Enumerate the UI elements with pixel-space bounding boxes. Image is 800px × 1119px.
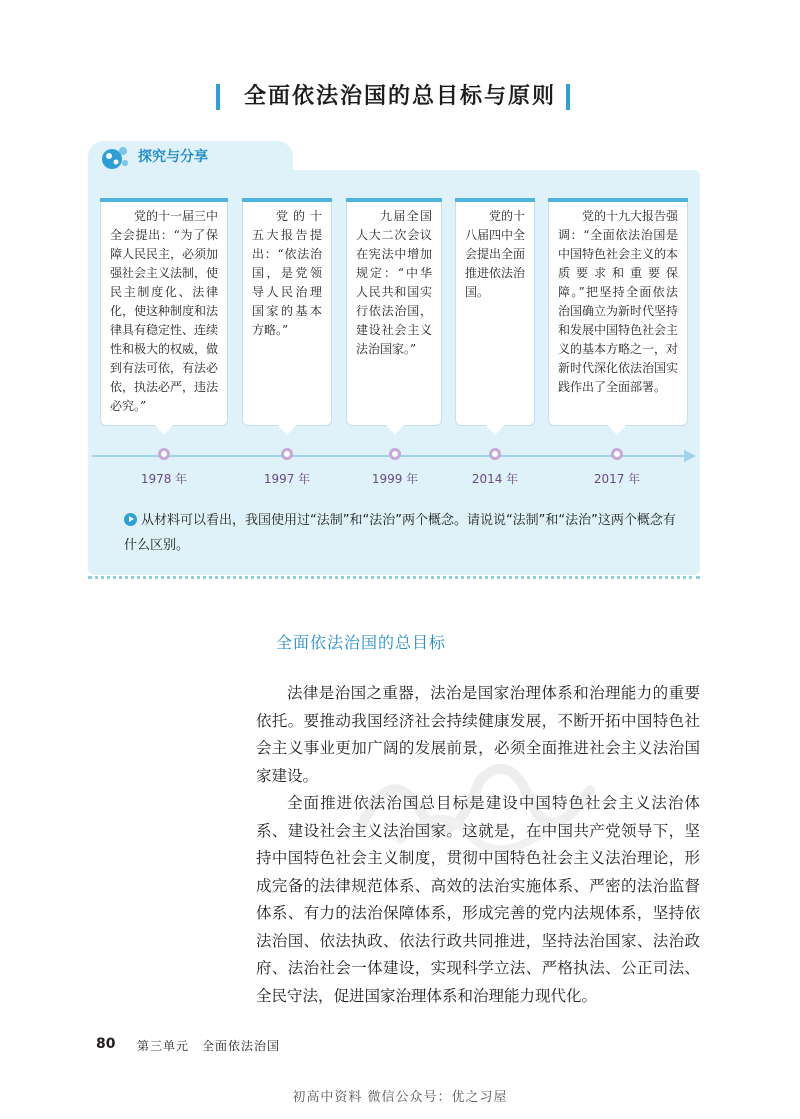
timeline-card-2017 xyxy=(548,200,688,426)
card-pointer xyxy=(386,425,404,435)
timeline-year: 2014 年 xyxy=(471,472,519,486)
timeline-year: 1997 年 xyxy=(263,472,311,486)
timeline-card-1997 xyxy=(242,200,332,426)
footer-note: 初高中资料 微信公众号：优之习屋 xyxy=(292,1090,508,1105)
card-text: 党的十五大报告提出：“依法治国，是党领导人民治理国家的基本方略。” xyxy=(252,209,322,337)
panel-dotted-border xyxy=(88,576,700,579)
section-title xyxy=(0,78,800,118)
question-text: 从材料可以看出，我国使用过“法制”和“法治”两个概念。请说说“法制”和“法治”这两个概念有什么区别。 xyxy=(124,513,676,553)
page-number: 80 xyxy=(96,1036,116,1052)
card-text: 党的十一届三中全会提出：“为了保障人民民主，必须加强社会主义法制，使民主制度化、法律化，使这种制度和法律具有稳定性、连续性和极大的权威，做到有法可依，有法必依，执法必严，违法必究。” xyxy=(110,209,219,413)
card-text: 党的十九大报告强调：“全面依法治国是中国特色社会主义的本质要求和重要保障。”把坚持全面依法治国确立为新时代坚持和发展中国特色社会主义的基本方略之一，对新时代深化依法治国实践作出了全面部署。 xyxy=(558,209,679,394)
timeline-card-1978 xyxy=(100,200,228,426)
timeline-year: 1999 年 xyxy=(371,472,419,486)
subsection-title: 全面依法治国的总目标 xyxy=(276,633,447,652)
timeline-node xyxy=(158,448,170,460)
timeline-node xyxy=(489,448,501,460)
explore-tab-label: 探究与分享 xyxy=(138,149,208,165)
timeline-line xyxy=(92,455,684,457)
section-title-text: 全面依法治国的总目标与原则 xyxy=(243,84,556,109)
running-head: 第三单元 全面依法治国 xyxy=(137,1039,281,1053)
explore-question xyxy=(124,508,680,558)
play-arrow-icon xyxy=(124,513,137,526)
card-text: 九届全国人大二次会议在宪法中增加规定：“中华人民共和国实行依法治国，建设社会主义法治国家。” xyxy=(356,209,432,356)
timeline-card-2014 xyxy=(455,200,535,426)
card-pointer xyxy=(486,425,504,435)
paragraph: 法律是治国之重器，法治是国家治理体系和治理能力的重要依托。要推动我国经济社会持续健康发展，不断开拓中国特色社会主义事业更加广阔的发展前景，必须全面推进社会主义法治国家建设。 xyxy=(256,684,700,785)
card-pointer xyxy=(278,425,296,435)
card-pointer xyxy=(155,425,173,435)
card-pointer xyxy=(608,425,626,435)
title-bar-right xyxy=(566,84,570,110)
timeline-year: 1978 年 xyxy=(140,472,188,486)
paragraph: 全面推进依法治国总目标是建设中国特色社会主义法治体系、建设社会主义法治国家。这就是，在中国共产党领导下，坚持中国特色社会主义制度，贯彻中国特色社会主义法治理论，形成完备的法律规范体系、高效的法治实施体系、严密的法治监督体系、有力的法治保障体系，形成完善的党内法规体系，坚持依法治国、依法执政、依法行政共同推进，坚持法治国家、法治政府、法治社会一体建设，实现科学立法、严格执法、公正司法、全民守法，促进国家治理体系和治理能力现代化。 xyxy=(256,794,700,1005)
timeline-year: 2017 年 xyxy=(593,472,641,486)
timeline-arrow-icon xyxy=(684,450,696,462)
timeline-node xyxy=(281,448,293,460)
explore-icon xyxy=(100,144,130,172)
timeline-node xyxy=(611,448,623,460)
card-text: 党的十八届四中全会提出全面推进依法治国。 xyxy=(465,209,526,299)
body-text xyxy=(256,680,700,1010)
timeline-card-1999 xyxy=(346,200,442,426)
timeline-node xyxy=(389,448,401,460)
